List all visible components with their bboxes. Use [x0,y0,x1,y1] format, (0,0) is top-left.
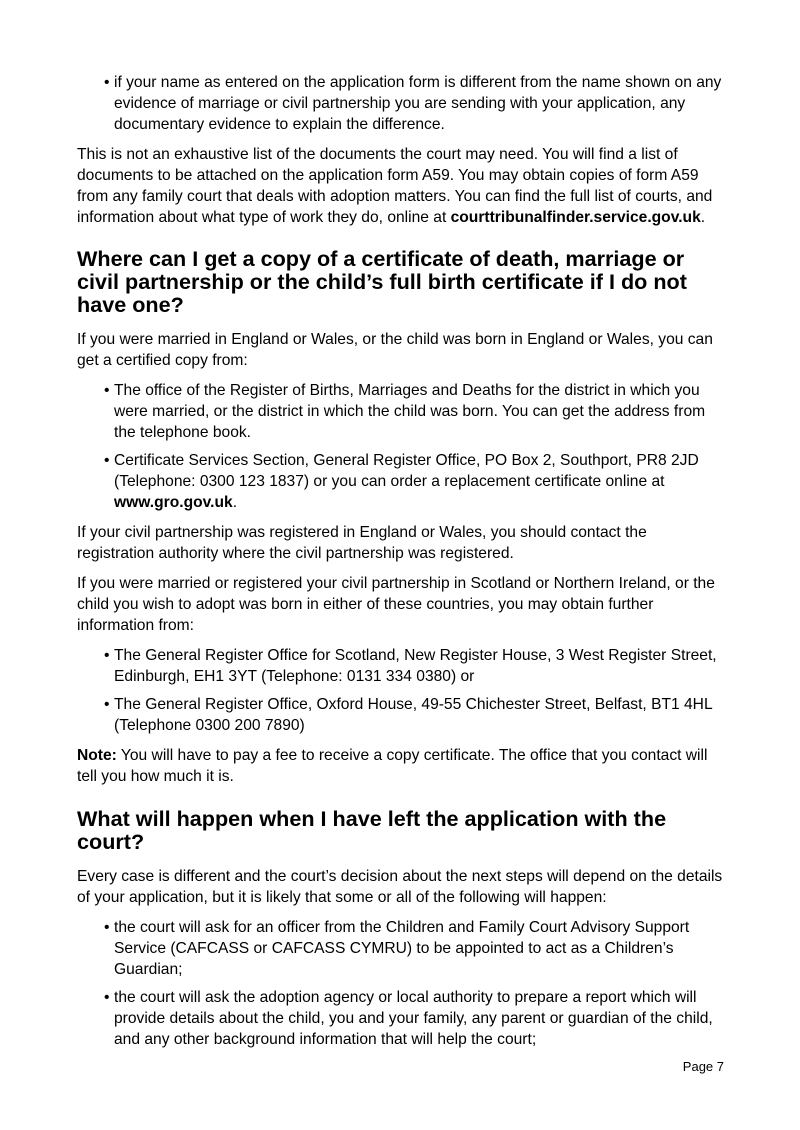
section-heading-next-steps: What will happen when I have left the application with the court? [77,806,667,854]
bullet-icon: • [104,989,110,1006]
list-item [104,917,724,980]
england-wales-list [77,380,724,513]
fee-note: Note: You will have to pay a fee to receive a copy certificate. The office that you contact will tell you how much it is. [77,747,708,785]
list-item-text: The General Register Office, Oxford House, 49-55 Chichester Street, Belfast, BT1 4HL (Telephone 0300 200 7890) [114,696,713,734]
list-item-text: the court will ask the adoption agency or local authority to prepare a report which will provide details about the child, you and your family, any parent or guardian of the child, and any other background information that will help the court; [114,989,713,1048]
bullet-icon: • [104,696,110,713]
list-item-text: if your name as entered on the application form is different from the name shown on any evidence of marriage or civil partnership you are sending with your application, any documentary evidence to explain the difference. [114,74,722,133]
evidence-list [77,72,724,135]
next-steps-paragraph: Every case is different and the court’s decision about the next steps will depend on the details of your application, but it is likely that some or all of the following will happen: [77,868,723,906]
list-item-text: The office of the Register of Births, Marriages and Deaths for the district in which you were married, or the district in which the child was born. You can get the address from the telephone book. [114,382,706,441]
bullet-icon: • [104,452,110,469]
note-label: Note: [77,747,117,764]
bullet-icon: • [104,647,110,664]
bullet-icon: • [104,382,110,399]
civil-partnership-paragraph: If your civil partnership was registered in England or Wales, you should contact the registration authority where the civil partnership was registered. [77,524,647,562]
page-number: Page 7 [682,1059,724,1074]
list-item [104,380,724,443]
england-wales-paragraph: If you were married in England or Wales, or the child was born in England or Wales, you can get a certified copy from: [77,331,713,369]
list-item [104,72,724,135]
list-item [104,694,724,736]
list-item [104,645,724,687]
next-steps-list [77,917,724,1050]
documents-paragraph: This is not an exhaustive list of the documents the court may need. You will find a list of documents to be attached on the application form A59. You may obtain copies of form A59 from any family court that deals with adoption matters. You can find the full list of courts, and information about what type of work they do, online at courttribunalfinder.service.gov.uk. [77,146,713,226]
scotland-ni-paragraph: If you were married or registered your civil partnership in Scotland or Northern Ireland, or the child you wish to adopt was born in either of these countries, you may obtain further information from: [77,575,715,634]
gro-website-link[interactable]: www.gro.gov.uk [114,494,233,511]
court-finder-link[interactable]: courttribunalfinder.service.gov.uk [450,209,701,226]
list-item: • Certificate Services Section, General Register Office, PO Box 2, Southport, PR8 2JD (Telephone: 0300 123 1837) or you can order a replacement certificate online at www.gro.gov.uk. [104,452,699,511]
list-item [104,987,724,1050]
list-item-text: Certificate Services Section, General Register Office, PO Box 2, Southport, PR8 2JD (Telephone: 0300 123 1837) or you can order a replacement certificate online at [114,452,699,490]
scotland-ni-list [77,645,724,736]
list-item-text: The General Register Office for Scotland, New Register House, 3 West Register Street, Edinburgh, EH1 3YT (Telephone: 0131 334 0380) or [114,647,717,685]
section-heading-certificates: Where can I get a copy of a certificate of death, marriage or civil partnership or the child’s full birth certificate if I do not have one? [77,246,687,317]
bullet-icon: • [104,74,110,91]
list-item-text: the court will ask for an officer from the Children and Family Court Advisory Support Service (CAFCASS or CAFCASS CYMRU) to be appointed to act as a Children’s Guardian; [114,919,690,978]
bullet-icon: • [104,919,110,936]
